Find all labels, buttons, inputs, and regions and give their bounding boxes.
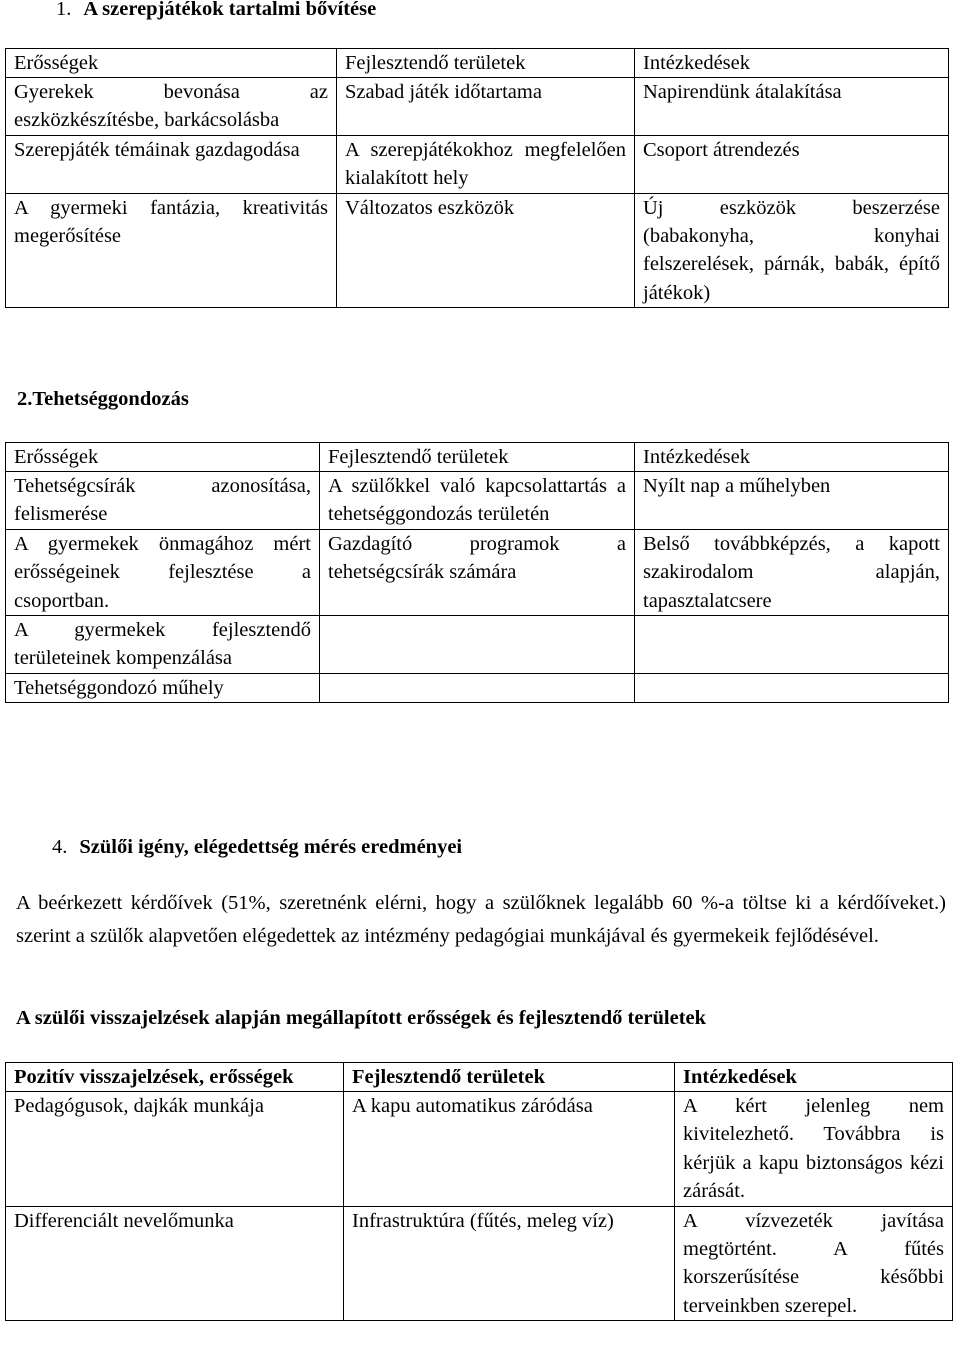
section-4-title: Szülői igény, elégedettség mérés eredményei bbox=[79, 836, 463, 858]
column-header: Fejlesztendő területek bbox=[337, 49, 635, 78]
table-row bbox=[6, 673, 949, 702]
column-header: Intézkedések bbox=[635, 49, 949, 78]
section-4-heading bbox=[52, 836, 462, 859]
table-cell: Gazdagító programok a tehetségcsírák számára bbox=[320, 529, 635, 615]
table-cell: A gyermeki fantázia, kreativitás megerősítése bbox=[6, 193, 337, 308]
table-cell: A kapu automatikus záródása bbox=[344, 1092, 675, 1207]
table-cell bbox=[635, 616, 949, 674]
table-cell: A gyermekek fejlesztendő területeinek kompenzálása bbox=[6, 616, 320, 674]
column-header: Intézkedések bbox=[635, 443, 949, 472]
table-cell: Új eszközök beszerzése (babakonyha, konyhai felszerelések, párnák, babák, építő játékok) bbox=[635, 193, 949, 308]
survey-paragraph: A beérkezett kérdőívek (51%, szeretnénk elérni, hogy a szülőknek legalább 60 %-a töltse ki a kérdőíveket.) szerint a szülők alapvetően elégedettek az intézmény pedagógiai munkájával és gyermekeik fejlődésével. bbox=[16, 892, 946, 947]
column-header: Intézkedések bbox=[675, 1063, 953, 1092]
table-cell bbox=[320, 616, 635, 674]
table-cell: Tehetséggondozó műhely bbox=[6, 673, 320, 702]
table-cell: Pedagógusok, dajkák munkája bbox=[6, 1092, 344, 1207]
column-header: Erősségek bbox=[6, 49, 337, 78]
table-row bbox=[6, 135, 949, 193]
feedback-table bbox=[5, 1062, 953, 1321]
table-header-row bbox=[6, 1063, 953, 1092]
table-cell: A kért jelenleg nem kivitelezhető. Továbbra is kérjük a kapu biztonságos kézi zárását. bbox=[675, 1092, 953, 1207]
table-row bbox=[6, 1092, 953, 1207]
table-row bbox=[6, 1206, 953, 1321]
table-row bbox=[6, 472, 949, 530]
table-cell: A gyermekek önmagához mért erősségeinek fejlesztése a csoportban. bbox=[6, 529, 320, 615]
table-cell bbox=[320, 673, 635, 702]
table-row bbox=[6, 529, 949, 615]
table-cell: Belső továbbképzés, a kapott szakirodalom alapján, tapasztalatcsere bbox=[635, 529, 949, 615]
talent-table bbox=[5, 442, 949, 703]
table-cell: A szülőkkel való kapcsolattartás a tehetséggondozás területén bbox=[320, 472, 635, 530]
table-cell: Differenciált nevelőmunka bbox=[6, 1206, 344, 1321]
table-row bbox=[6, 78, 949, 136]
column-header: Fejlesztendő területek bbox=[344, 1063, 675, 1092]
feedback-subtitle: A szülői visszajelzések alapján megállapított erősségek és fejlesztendő területek bbox=[16, 1007, 707, 1029]
table-row bbox=[6, 193, 949, 308]
section-1-heading bbox=[56, 0, 376, 21]
table-header-row bbox=[6, 443, 949, 472]
column-header: Fejlesztendő területek bbox=[320, 443, 635, 472]
table-cell: Infrastruktúra (fűtés, meleg víz) bbox=[344, 1206, 675, 1321]
table-cell: A vízvezeték javítása megtörtént. A fűtés korszerűsítése későbbi terveinkben szerepel. bbox=[675, 1206, 953, 1321]
table-cell: Szerepjáték témáinak gazdagodása bbox=[6, 135, 337, 193]
section-1-title: A szerepjátékok tartalmi bővítése bbox=[83, 0, 377, 20]
section-4-number: 4. bbox=[52, 836, 68, 858]
table-cell: Változatos eszközök bbox=[337, 193, 635, 308]
section-2-title: 2.Tehetséggondozás bbox=[17, 388, 189, 410]
table-cell: Tehetségcsírák azonosítása, felismerése bbox=[6, 472, 320, 530]
table-header-row bbox=[6, 49, 949, 78]
table-cell: Napirendünk átalakítása bbox=[635, 78, 949, 136]
section-1-number: 1. bbox=[56, 0, 72, 20]
table-cell: Gyerekek bevonása az eszközkészítésbe, barkácsolásba bbox=[6, 78, 337, 136]
table-cell: Csoport átrendezés bbox=[635, 135, 949, 193]
table-cell: A szerepjátékokhoz megfelelően kialakított hely bbox=[337, 135, 635, 193]
table-cell: Nyílt nap a műhelyben bbox=[635, 472, 949, 530]
column-header: Pozitív visszajelzések, erősségek bbox=[6, 1063, 344, 1092]
table-cell: Szabad játék időtartama bbox=[337, 78, 635, 136]
column-header: Erősségek bbox=[6, 443, 320, 472]
table-row bbox=[6, 616, 949, 674]
table-cell bbox=[635, 673, 949, 702]
roleplay-table bbox=[5, 48, 949, 308]
